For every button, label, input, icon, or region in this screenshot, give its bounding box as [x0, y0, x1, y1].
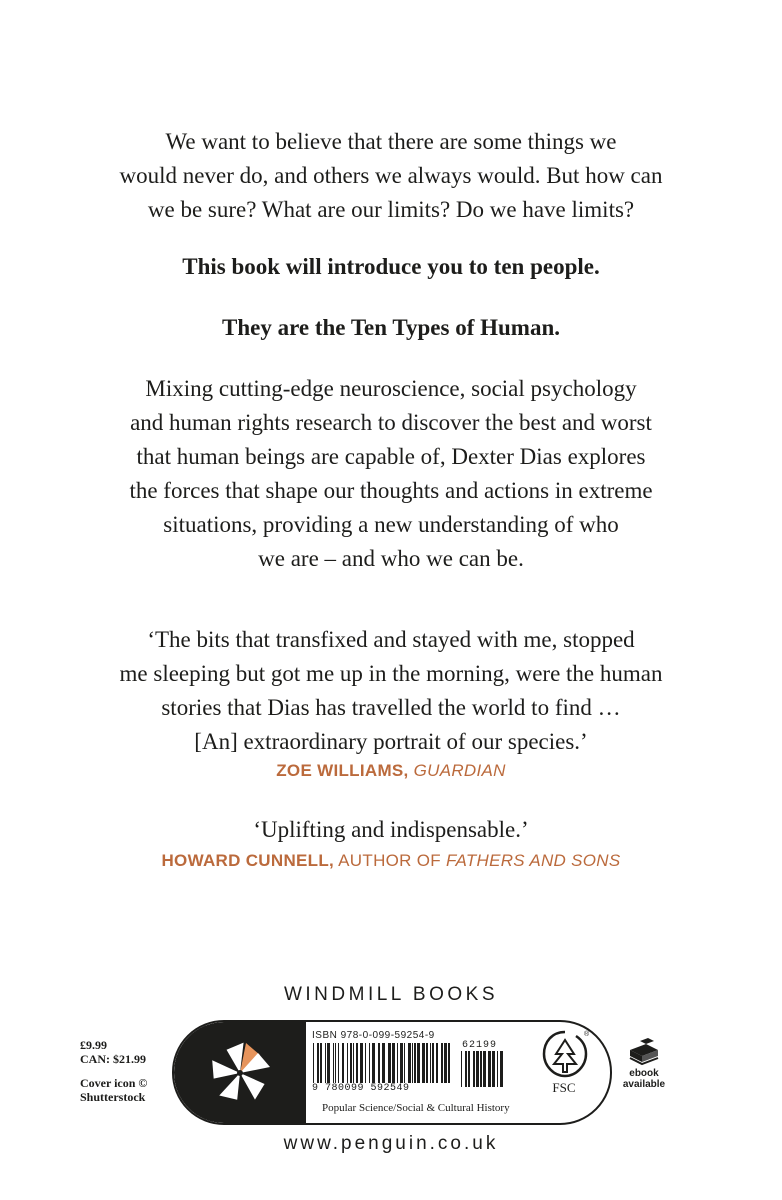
barcode-bar: [461, 1051, 462, 1087]
barcode-bar: [488, 1051, 491, 1087]
barcode-bar: [430, 1043, 431, 1083]
barcode-bar: [335, 1043, 336, 1083]
price-block: [80, 1038, 147, 1104]
barcode-bar: [382, 1043, 385, 1083]
reviewer-name: HOWARD CUNNELL,: [161, 851, 335, 870]
addon-barcode-icon: [460, 1051, 504, 1092]
review-attribution: [40, 761, 742, 781]
barcode-bar: [465, 1051, 467, 1087]
cover-credit: Shutterstock: [80, 1090, 146, 1104]
ebook-label-line: ebook: [629, 1068, 659, 1079]
barcode-icon: [312, 1043, 452, 1088]
barcode-bar: [327, 1043, 330, 1083]
barcode-bar: [356, 1043, 358, 1083]
blurb-ten-types: They are the Ten Types of Human.: [221, 315, 561, 340]
reviewer-name: ZOE WILLIAMS,: [276, 761, 409, 780]
publisher-name: WINDMILL BOOKS: [283, 984, 499, 1005]
barcode-bar: [417, 1043, 420, 1083]
barcode-bar: [392, 1043, 395, 1083]
blurb-description-line: we are – and who we can be.: [258, 546, 524, 571]
ebook-label-line: available: [622, 1079, 666, 1090]
review-quote-line: me sleeping but got me up in the morning, were the human: [119, 661, 663, 686]
barcode-bar: [497, 1051, 498, 1087]
barcode-bar: [492, 1051, 495, 1087]
barcode-bar: [500, 1051, 503, 1087]
publisher-logo-barcode-panel: [172, 1020, 612, 1125]
barcode-bar: [448, 1043, 450, 1083]
reviewer-role: AUTHOR OF: [338, 851, 441, 870]
barcode-bar: [422, 1043, 425, 1083]
barcode-bar: [372, 1043, 375, 1083]
blurb-description-line: Mixing cutting-edge neuroscience, social psychology: [145, 376, 637, 401]
fsc-tree-icon: [536, 1028, 594, 1087]
blurb-intro-line: we be sure? What are our limits? Do we have limits?: [147, 197, 635, 222]
barcode-bar: [476, 1051, 479, 1087]
blurb-description-line: and human rights research to discover the best and worst: [130, 410, 652, 435]
publisher-website: www.penguin.co.uk: [283, 1133, 499, 1154]
blurb-intro: [60, 125, 722, 227]
barcode-bar: [400, 1043, 403, 1083]
price-addon-digits: 62199: [462, 1040, 498, 1051]
barcode-bar: [350, 1043, 352, 1083]
barcode-digits: 9 780099 592549: [312, 1083, 410, 1094]
blurb-intro-line: would never do, and others we always would. But how can: [119, 163, 663, 188]
blurb-intro-line: We want to believe that there are some things we: [165, 129, 617, 154]
barcode-bar: [432, 1043, 434, 1083]
barcode-bar: [365, 1043, 366, 1083]
barcode-bar: [473, 1051, 475, 1087]
logo-pill-frame: [172, 1020, 612, 1125]
barcode-bar: [441, 1043, 443, 1083]
ebook-available-label: [622, 1068, 666, 1090]
barcode-bar: [412, 1043, 413, 1083]
blurb-description-line: the forces that shape our thoughts and actions in extreme: [129, 478, 653, 503]
review-source: FATHERS AND SONS: [446, 851, 621, 870]
windmill-logo-panel: [174, 1022, 306, 1123]
barcode-bar: [353, 1043, 354, 1083]
svg-text:®: ®: [584, 1031, 590, 1038]
fsc-label: FSC: [552, 1080, 576, 1095]
price-can: CAN: $21.99: [80, 1052, 146, 1066]
price-uk: £9.99: [80, 1038, 107, 1052]
review-quote-line: ‘The bits that transfixed and stayed with me, stopped: [147, 627, 635, 652]
isbn-number: ISBN 978-0-099-59254-9: [312, 1030, 435, 1041]
barcode-bar: [317, 1043, 319, 1083]
barcode-bar: [436, 1043, 438, 1083]
barcode-bar: [347, 1043, 348, 1083]
barcode-bar: [480, 1051, 482, 1087]
cover-credit: Cover icon ©: [80, 1076, 148, 1090]
barcode-bar: [444, 1043, 447, 1083]
barcode-bar: [378, 1043, 380, 1083]
barcode-bar: [388, 1043, 391, 1083]
review-quote: [60, 623, 722, 759]
review-quote-line: [An] extraordinary portrait of our species.’: [194, 729, 588, 754]
barcode-bar: [333, 1043, 334, 1083]
review-quote-line: stories that Dias has travelled the world to find …: [161, 695, 621, 720]
barcode-bar: [342, 1043, 344, 1083]
barcode-bar: [483, 1051, 486, 1087]
barcode-bar: [360, 1043, 363, 1083]
barcode-bar: [404, 1043, 405, 1083]
book-category: Popular Science/Social & Cultural History: [322, 1102, 510, 1114]
barcode-bar: [313, 1043, 314, 1083]
barcode-bar: [397, 1043, 398, 1083]
barcode-bar: [426, 1043, 428, 1083]
barcode-bar: [369, 1043, 370, 1083]
barcode-bar: [408, 1043, 411, 1083]
barcode-bar: [468, 1051, 470, 1087]
blurb-ten-people: This book will introduce you to ten people.: [182, 254, 600, 279]
review-quote: [60, 813, 722, 847]
blurb-description-line: situations, providing a new understanding of who: [163, 512, 619, 537]
blurb-description: [60, 372, 722, 576]
blurb-description-line: that human beings are capable of, Dexter Dias explores: [136, 444, 646, 469]
barcode-bar: [338, 1043, 339, 1083]
review-quote-line: ‘Uplifting and indispensable.’: [253, 817, 529, 842]
barcode-bar: [320, 1043, 322, 1083]
review-source: GUARDIAN: [413, 761, 506, 780]
review-attribution: [40, 851, 742, 871]
barcode-bar: [414, 1043, 416, 1083]
barcode-bar: [325, 1043, 326, 1083]
